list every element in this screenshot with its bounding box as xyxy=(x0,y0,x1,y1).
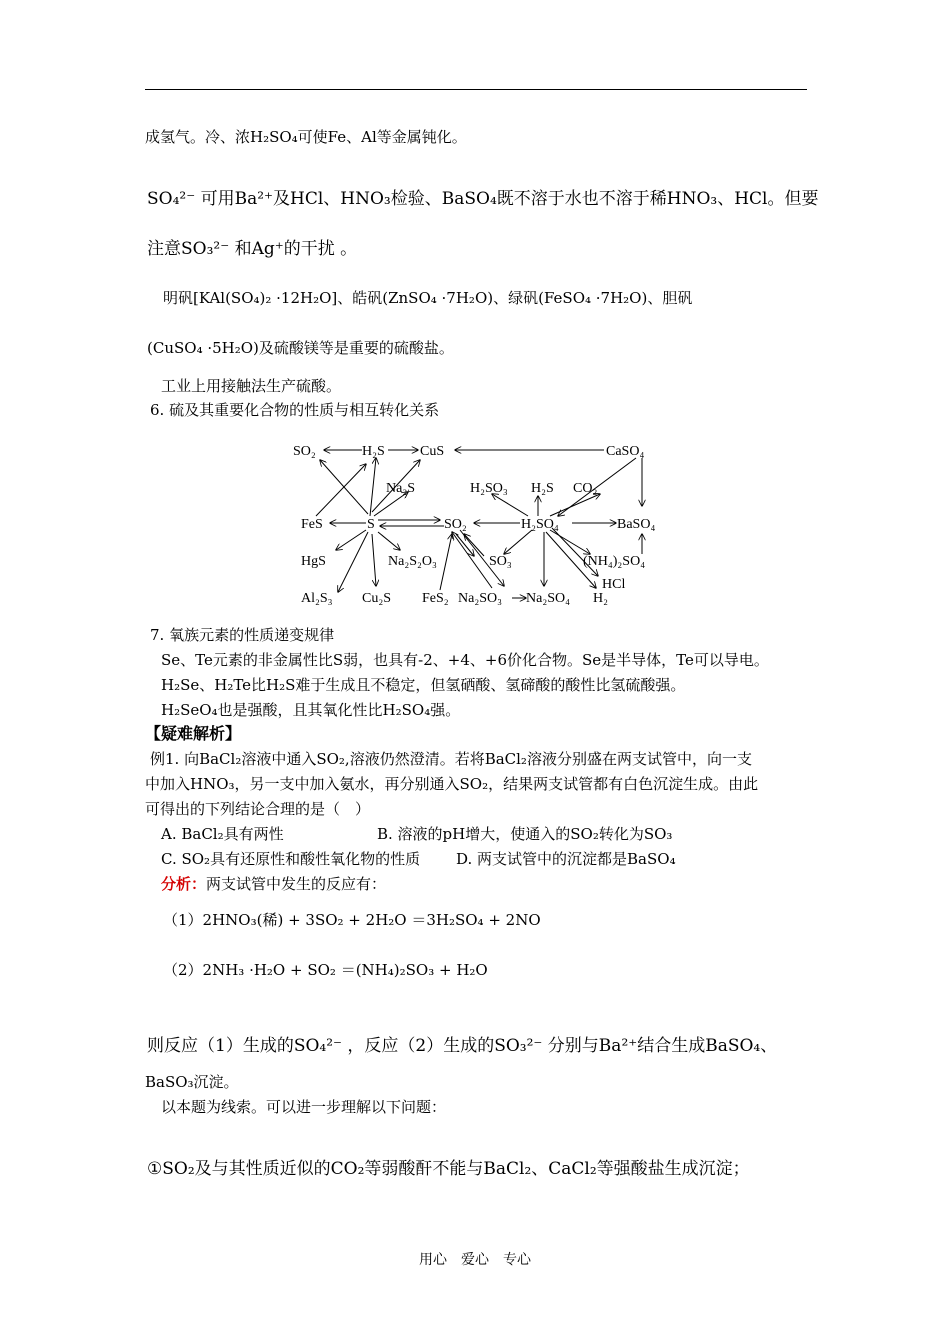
equation-2: （2）2NH₃ ·H₂O + SO₂ ＝(NH₄)₂SO₃ + H₂O xyxy=(163,961,488,979)
compound-label: SO₃ xyxy=(489,554,512,569)
sulfur-conversion-diagram xyxy=(280,436,680,616)
compound-label: HgS xyxy=(301,554,326,569)
text-line: H₂SeO₄也是强酸，且其氧化性比H₂SO₄强。 xyxy=(161,701,461,719)
analysis-line xyxy=(161,874,386,894)
text-line: 注意SO₃²⁻ 和Ag⁺的干扰 。 xyxy=(147,239,358,259)
compound-label: Na₂S₂O₃ xyxy=(388,554,437,569)
arrow xyxy=(440,534,452,590)
text-line: H₂Se、H₂Te比H₂S难于生成且不稳定，但氢硒酸、氢碲酸的酸性比氢硫酸强。 xyxy=(161,676,686,694)
arrow xyxy=(370,458,376,516)
compound-label: CaSO₄ xyxy=(606,444,645,459)
text-line: 中加入HNO₃，另一支中加入氨水，再分别通入SO₂，结果两支试管都有白色沉淀生成。由此 xyxy=(145,775,759,793)
compound-label: H₂SO₃ xyxy=(470,481,508,496)
compound-label: CuS xyxy=(420,444,445,459)
text-line: Se、Te元素的非金属性比S弱，也具有-2、+4、+6价化合物。Se是半导体，Te可以导电。 xyxy=(161,651,769,669)
compound-label: Al₂S₃ xyxy=(301,591,333,606)
arrow xyxy=(550,530,590,554)
text-line: 例1. 向BaCl₂溶液中通入SO₂,溶液仍然澄清。若将BaCl₂溶液分别盛在两支试管中，向一支 xyxy=(150,750,752,768)
text-line: SO₄²⁻ 可用Ba²⁺及HCl、HNO₃检验、BaSO₄既不溶于水也不溶于稀HNO₃、HCl。但要 xyxy=(147,189,819,209)
section-heading: 6. 硫及其重要化合物的性质与相互转化关系 xyxy=(150,401,440,419)
equation-1: （1）2HNO₃(稀) + 3SO₂ + 2H₂O ＝3H₂SO₄ + 2NO xyxy=(163,911,541,929)
arrow xyxy=(492,494,528,516)
option-c: C. SO₂具有还原性和酸性氧化物的性质 xyxy=(161,850,421,868)
compound-label: FeS₂ xyxy=(422,591,449,606)
compound-label: H₂S xyxy=(362,444,385,459)
arrow xyxy=(372,534,376,586)
text-line: BaSO₃沉淀。 xyxy=(145,1073,239,1091)
compound-label: Cu₂S xyxy=(362,591,392,606)
section-heading: 7. 氧族元素的性质递变规律 xyxy=(150,626,335,644)
arrow xyxy=(378,532,400,550)
option-a: A. BaCl₂具有两性 xyxy=(161,825,284,843)
text-line: 则反应（1）生成的SO₄²⁻ ，反应（2）生成的SO₃²⁻ 分别与Ba²⁺结合生成BaSO₄、 xyxy=(147,1036,778,1056)
analysis-text: 两支试管中发生的反应有： xyxy=(206,875,387,893)
arrow xyxy=(336,530,366,550)
text-line: 成氢气。冷、浓H₂SO₄可使Fe、Al等金属钝化。 xyxy=(145,128,467,146)
compound-label: BaSO₄ xyxy=(617,517,656,532)
arrow xyxy=(550,494,600,516)
compound-label: SO₂ xyxy=(293,444,316,459)
compound-label: Na₂SO₃ xyxy=(458,591,502,606)
compound-label: Na₂SO₄ xyxy=(526,591,570,606)
option-d: D. 两支试管中的沉淀都是BaSO₄ xyxy=(456,850,676,868)
compound-label: (NH₄)₂SO₄ xyxy=(583,554,646,569)
compound-label: S xyxy=(367,517,375,532)
compound-label: HCl xyxy=(602,577,626,592)
compound-label: SO₂ xyxy=(444,517,467,532)
arrow xyxy=(504,530,532,554)
compound-label: H₂ xyxy=(593,591,608,606)
text-line: (CuSO₄ ·5H₂O)及硫酸镁等是重要的硫酸盐。 xyxy=(147,339,454,357)
arrow xyxy=(316,464,366,516)
page-footer: 用心 爱心 专心 xyxy=(419,1252,531,1268)
text-line: 以本题为线索。可以进一步理解以下问题： xyxy=(161,1098,447,1116)
text-line: 工业上用接触法生产硫酸。 xyxy=(161,377,342,395)
text-line: 可得出的下列结论合理的是（ ） xyxy=(145,800,371,818)
arrow xyxy=(338,532,368,592)
compound-label: Na₂S xyxy=(386,481,415,496)
arrow xyxy=(452,532,492,588)
compound-label: FeS xyxy=(301,517,323,532)
compound-label: H₂SO₄ xyxy=(521,517,559,532)
analysis-label: 分析： xyxy=(161,875,207,893)
compound-label: H₂S xyxy=(531,481,554,496)
option-b: B. 溶液的pH增大，使通入的SO₂转化为SO₃ xyxy=(377,825,673,843)
header-rule xyxy=(145,89,807,90)
text-line: 明矾[KAl(SO₄)₂ ·12H₂O]、皓矾(ZnSO₄ ·7H₂O)、绿矾(FeSO₄ ·7H₂O)、胆矾 xyxy=(163,289,693,307)
section-heading: 【疑难解析】 xyxy=(145,724,242,743)
compound-label: CO₂ xyxy=(573,481,598,496)
text-line: ①SO₂及与其性质近似的CO₂等弱酸酐不能与BaCl₂、CaCl₂等强酸盐生成沉淀； xyxy=(147,1159,750,1179)
